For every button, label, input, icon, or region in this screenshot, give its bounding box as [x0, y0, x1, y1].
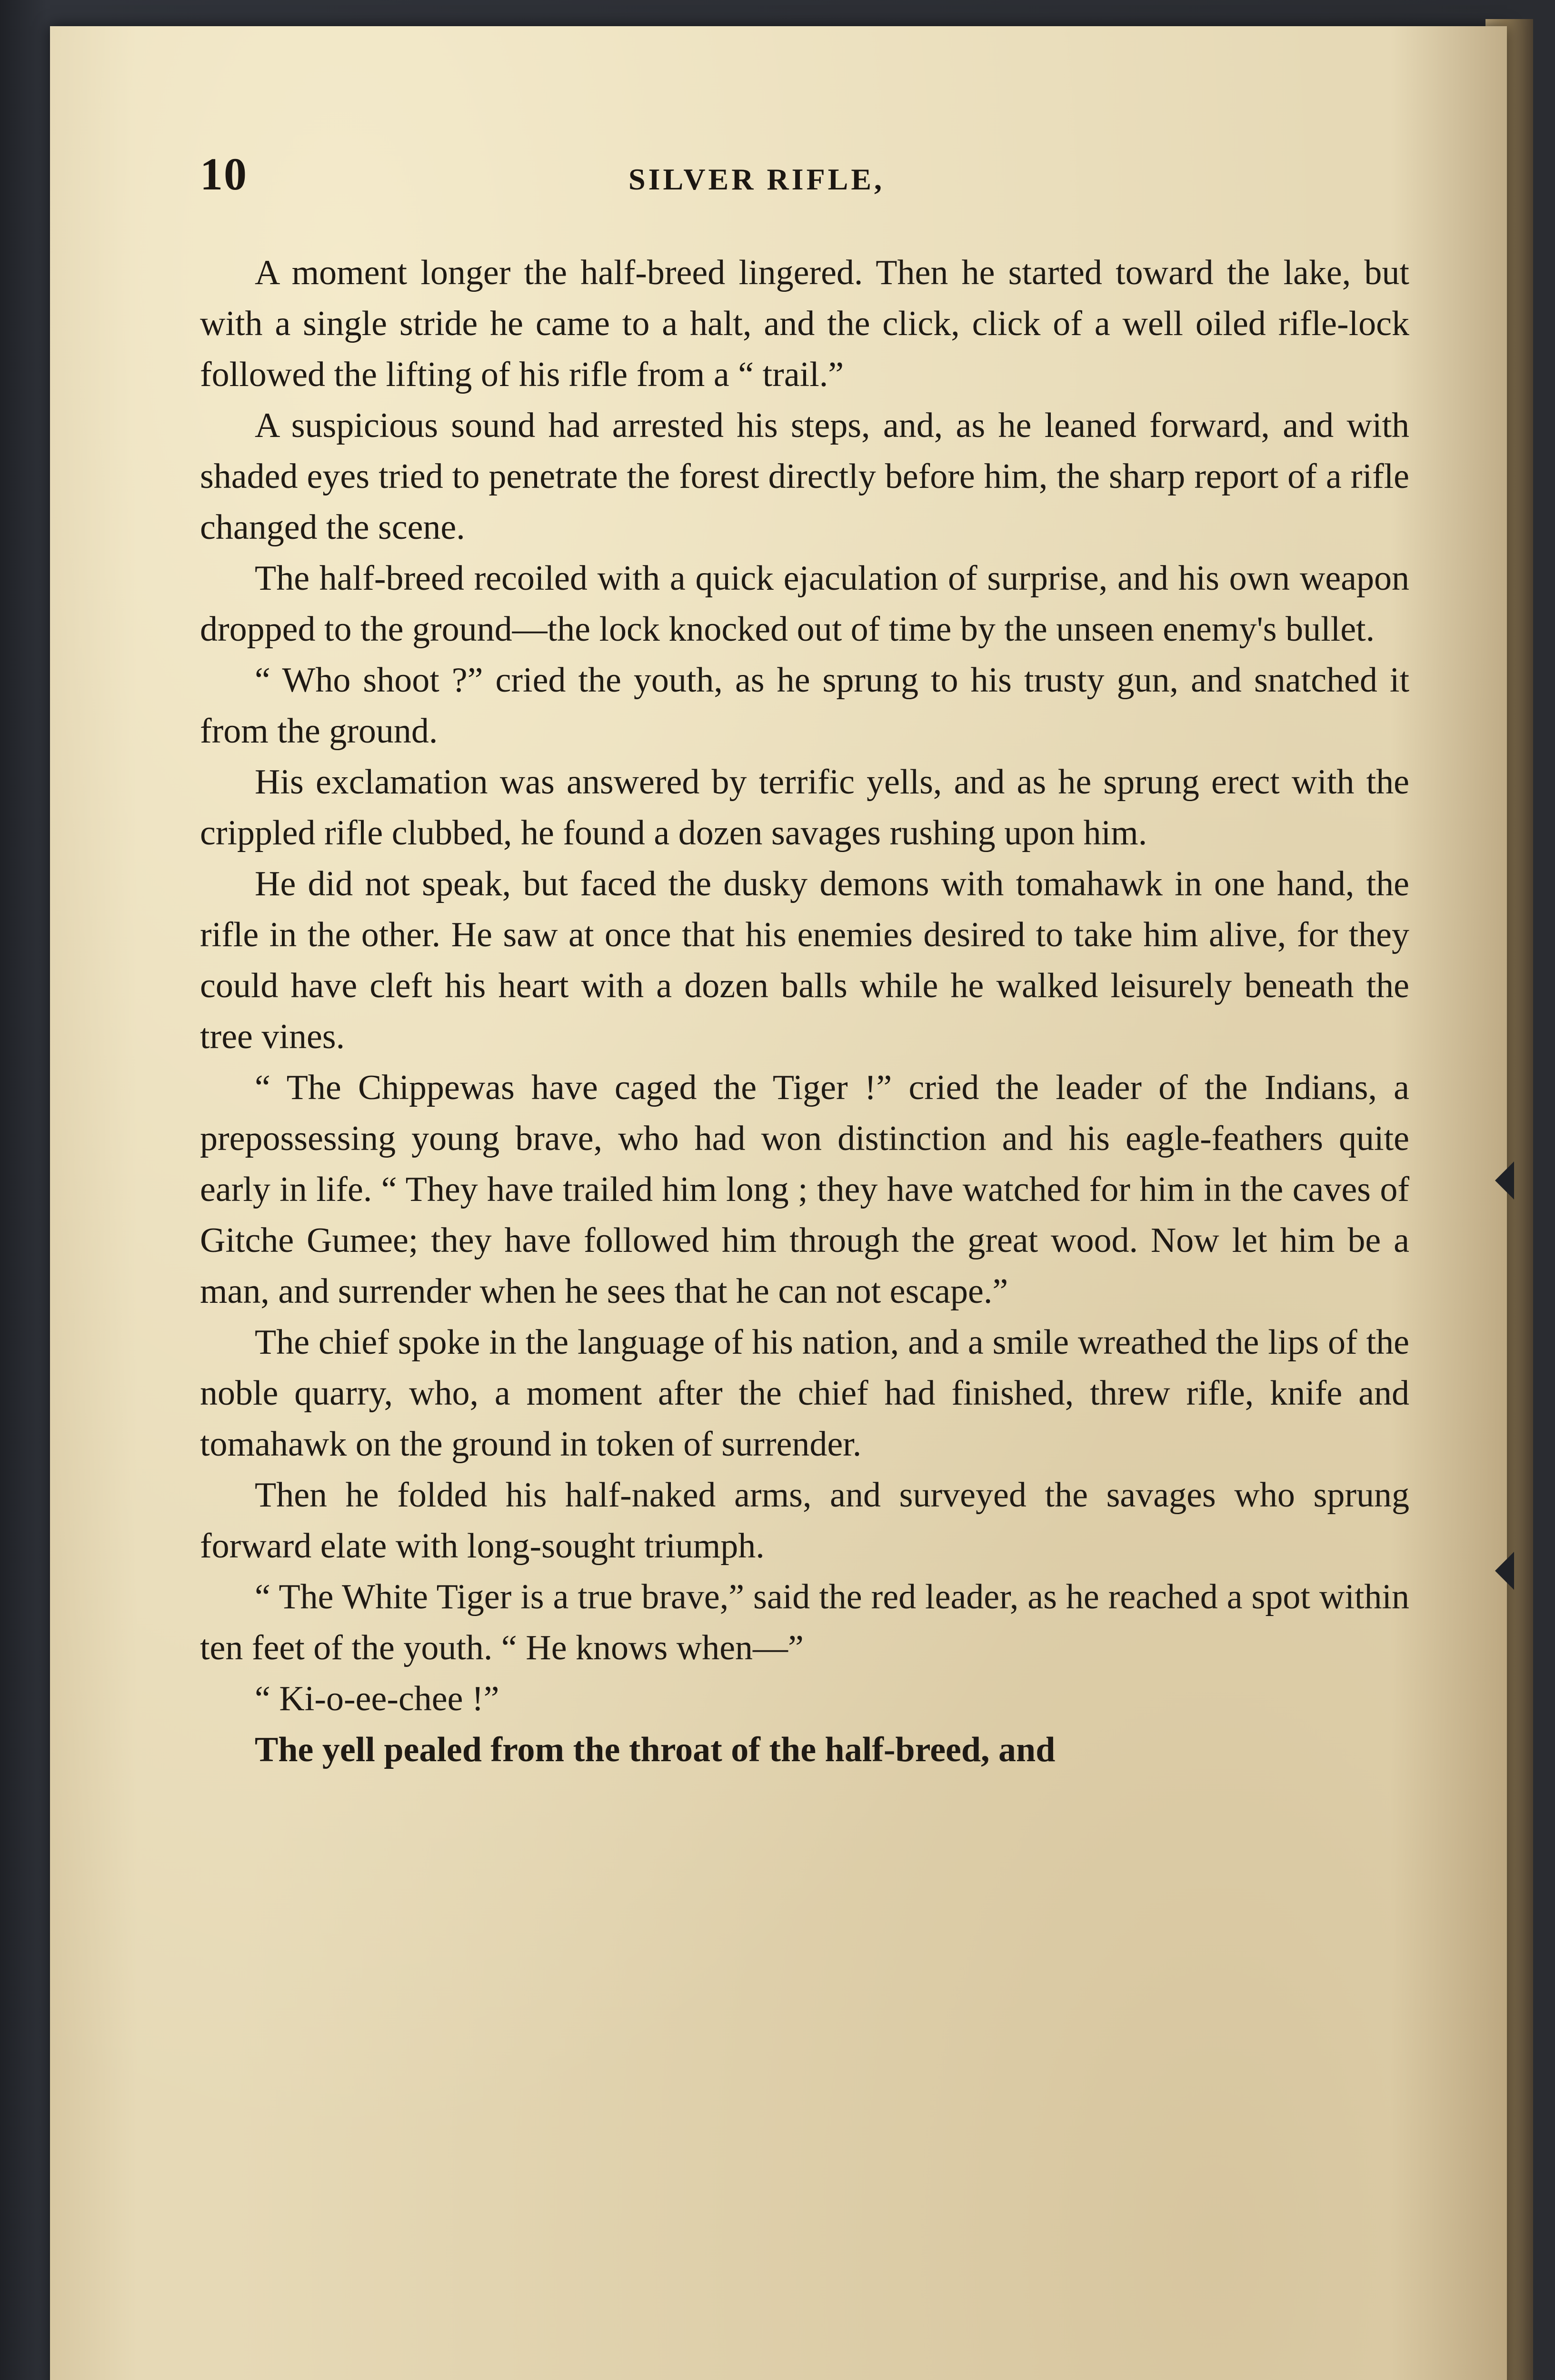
paragraph: His exclamation was answered by terrific yells, and as he sprung erect with the crippled rifle clubbed, he found a dozen savages rushing upon him. — [200, 763, 1409, 853]
paragraph: The chief spoke in the language of his nation, and a smile wreathed the lips of the noble quarry, who, a moment after the chief had finished, threw rifle, knife and tomahawk on the ground in token of surrender. — [200, 1323, 1409, 1464]
paragraph: “ Who shoot ?” cried the youth, as he sprung to his trusty gun, and snatched it from the ground. — [200, 661, 1409, 751]
page-number: 10 — [200, 149, 248, 199]
paragraph: “ Ki-o-ee-chee !” — [255, 1679, 499, 1718]
paragraph: He did not speak, but faced the dusky demons with tomahawk in one hand, the rifle in the other. He saw at once that his enemies desired to take him alive, for they could have cleft his heart with a dozen balls while he walked leisurely beneath the tree vines. — [200, 864, 1409, 1056]
paragraph: A suspicious sound had arrested his steps, and, as he leaned forward, and with shaded eyes tried to penetrate the forest directly before him, the sharp report of a rifle changed the scene. — [200, 406, 1409, 547]
paragraph: The half-breed recoiled with a quick ejaculation of surprise, and his own weapon dropped to the ground—the lock knocked out of time by the unseen enemy's bullet. — [200, 559, 1409, 649]
paragraph: Then he folded his half-naked arms, and surveyed the savages who sprung forward elate with long-sought triumph. — [200, 1476, 1409, 1566]
page-header — [200, 148, 1405, 205]
paragraph: The yell pealed from the throat of the half-breed, and — [255, 1730, 1056, 1769]
paragraph: “ The White Tiger is a true brave,” said the red leader, as he reached a spot within ten feet of the youth. “ He knows when—” — [200, 1577, 1409, 1667]
paragraph: A moment longer the half-breed lingered. Then he started toward the lake, but with a single stride he came to a halt, and the click, click of a well oiled rifle-lock followed the lifting of his rifle from a “ trail.” — [200, 253, 1409, 394]
body-text — [200, 248, 1409, 1775]
paragraph: “ The Chippewas have caged the Tiger !” cried the leader of the Indians, a prepossessing young brave, who had won distinction and his eagle-feathers quite early in life. “ They have trailed him long ; they have watched for him in the caves of Gitche Gumee; they have followed him through the great wood. Now let him be a man, and surrender when he sees that he can not escape.” — [200, 1068, 1409, 1311]
running-head: SILVER RIFLE, — [628, 162, 885, 196]
